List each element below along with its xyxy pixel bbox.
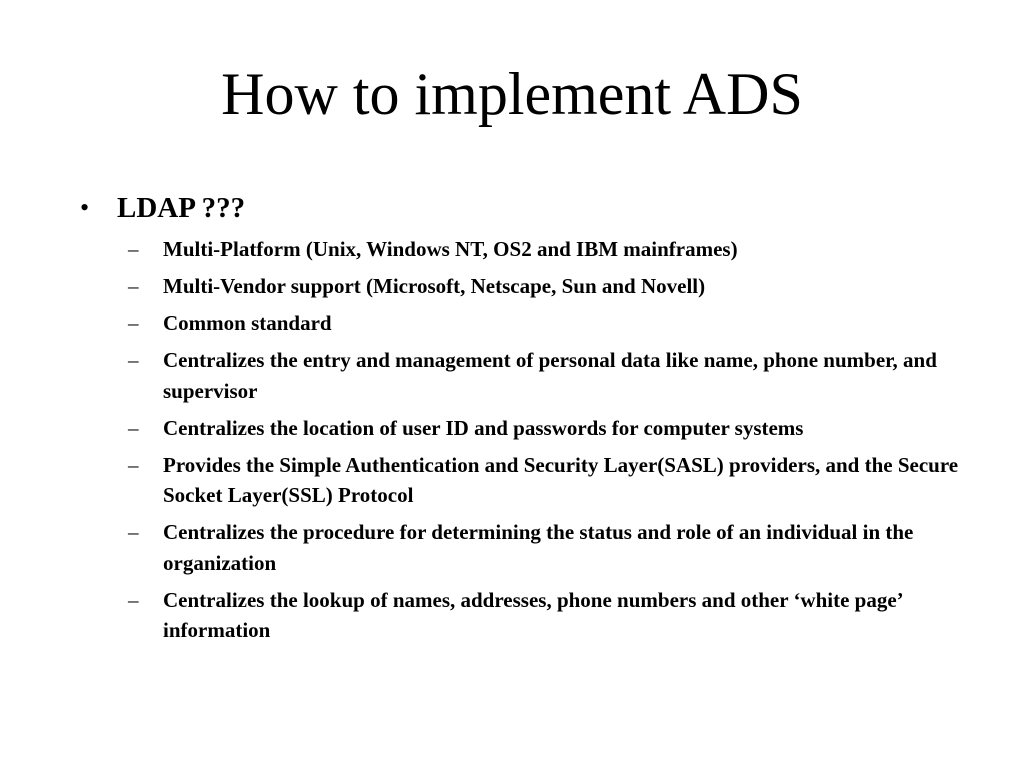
dash-icon: – — [128, 237, 139, 261]
bullet-icon: • — [80, 193, 90, 222]
sub-bullet-text: Centralizes the location of user ID and passwords for computer systems — [163, 415, 804, 440]
sub-bullet-list — [80, 234, 960, 646]
sub-bullet-text: Multi-Platform (Unix, Windows NT, OS2 and IBM mainframes) — [163, 237, 738, 261]
sub-bullet-item — [80, 345, 960, 406]
sub-bullet-text: Common standard — [163, 311, 332, 335]
dash-icon: – — [128, 311, 139, 335]
sub-bullet-item — [80, 517, 960, 578]
dash-icon: – — [128, 274, 139, 298]
sub-bullet-text: Multi-Vendor support (Microsoft, Netscape, Sun and Novell) — [163, 274, 706, 298]
sub-bullet-item — [80, 585, 960, 646]
sub-bullet-item — [80, 271, 960, 302]
sub-bullet-text: Centralizes the procedure for determining the status and role of an individual in the organization — [163, 520, 914, 575]
dash-icon: – — [128, 520, 139, 544]
dash-icon: – — [128, 452, 139, 477]
sub-bullet-item — [80, 450, 960, 511]
slide-title: How to implement ADS — [221, 61, 803, 127]
dash-icon: – — [128, 587, 139, 612]
dash-icon: – — [128, 415, 139, 440]
dash-icon: – — [128, 348, 139, 372]
sub-bullet-text: Provides the Simple Authentication and Security Layer(SASL) providers, and the Secure Socket Layer(SSL) Protocol — [163, 452, 959, 507]
bullet-item — [80, 186, 960, 230]
bullet-text: LDAP ??? — [117, 192, 246, 224]
sub-bullet-item — [80, 413, 960, 444]
slide-content — [80, 186, 960, 652]
sub-bullet-item — [80, 234, 960, 265]
sub-bullet-item — [80, 308, 960, 339]
sub-bullet-text: Centralizes the lookup of names, addresses, phone numbers and other ‘white page’ information — [163, 587, 903, 642]
sub-bullet-text: Centralizes the entry and management of personal data like name, phone number, and supervisor — [163, 348, 937, 403]
